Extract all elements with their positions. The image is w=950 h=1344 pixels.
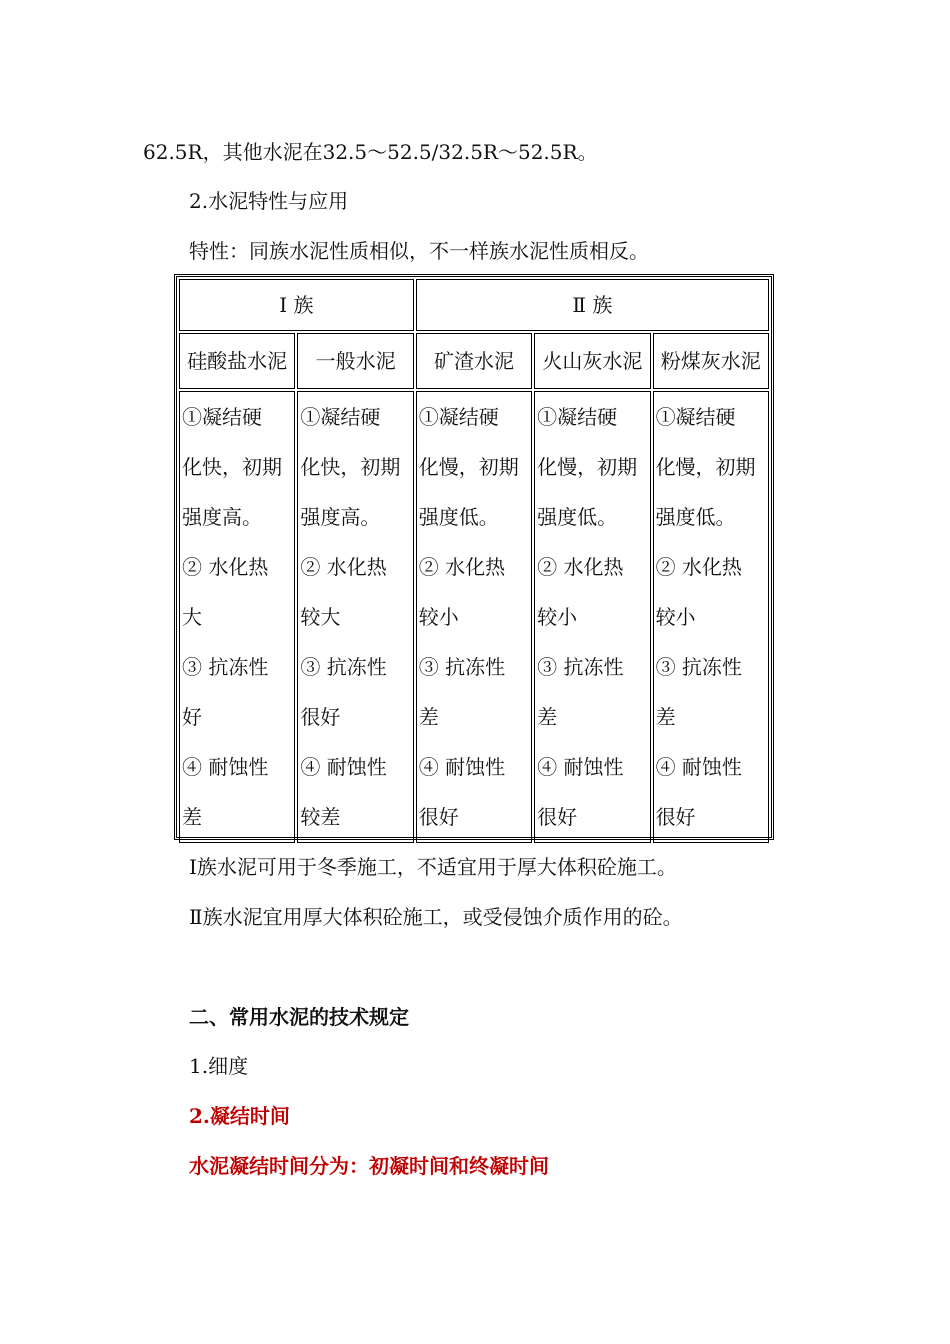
cell-line: 差: [182, 805, 202, 829]
cell-line: 化慢，初期: [537, 455, 638, 479]
table-cell: [179, 391, 295, 843]
cell-line: ④ 耐蚀性: [418, 755, 506, 779]
cell-line: ①凝结硬: [300, 405, 381, 429]
cell-line: 强度低。: [418, 505, 499, 529]
cell-line: ③ 抗冻性: [655, 655, 742, 679]
cell-line: 较小: [537, 605, 578, 629]
column-header: 矿渣水泥: [416, 333, 532, 389]
cell-line: 较差: [300, 805, 341, 829]
cell-line: 较小: [418, 605, 459, 629]
heading-cement-properties: 2.水泥特性与应用: [189, 189, 349, 213]
cell-line: 强度高。: [182, 505, 262, 529]
cell-line: 化慢，初期: [418, 455, 519, 479]
cell-line: ② 水化热: [300, 555, 387, 579]
cell-line: ①凝结硬: [537, 405, 618, 429]
note-group-1: Ⅰ族水泥可用于冬季施工，不适宜用于厚大体积砼施工。: [189, 855, 677, 879]
cement-family-table: [174, 274, 774, 840]
cell-line: 大: [182, 605, 202, 629]
cell-line: ①凝结硬: [655, 405, 736, 429]
cell-line: ② 水化热: [182, 555, 269, 579]
item-fineness: 1.细度: [189, 1054, 249, 1078]
cell-line: 很好: [300, 705, 341, 729]
table-cell: [534, 391, 650, 843]
item-setting-time: 2.凝结时间: [189, 1104, 290, 1128]
cell-line: 强度高。: [300, 505, 381, 529]
text-line-grade: 62.5R，其他水泥在32.5～52.5/32.5R～52.5R。: [143, 140, 598, 164]
cell-line: ④ 耐蚀性: [300, 755, 387, 779]
section-title: 二、常用水泥的技术规定: [189, 1005, 409, 1029]
cell-line: 较大: [300, 605, 341, 629]
cell-line: 较小: [655, 605, 696, 629]
cell-line: ④ 耐蚀性: [182, 755, 269, 779]
item-setting-time-desc: 水泥凝结时间分为：初凝时间和终凝时间: [189, 1154, 549, 1178]
cell-line: 差: [537, 705, 558, 729]
cell-line: 强度低。: [655, 505, 736, 529]
column-header: 火山灰水泥: [534, 333, 650, 389]
cell-line: ③ 抗冻性: [537, 655, 624, 679]
cell-line: 好: [182, 705, 202, 729]
cell-line: ①凝结硬: [182, 405, 262, 429]
cell-line: ③ 抗冻性: [300, 655, 387, 679]
table-cell: [653, 391, 769, 843]
text-line-property: 特性：同族水泥性质相似，不一样族水泥性质相反。: [189, 239, 649, 263]
cell-line: ② 水化热: [418, 555, 506, 579]
cell-line: 化慢，初期: [655, 455, 756, 479]
cell-line: ④ 耐蚀性: [655, 755, 742, 779]
table-cell: [297, 391, 413, 843]
column-header: 一般水泥: [297, 333, 413, 389]
group-2-header: Ⅱ 族: [416, 279, 769, 331]
cell-line: ② 水化热: [655, 555, 742, 579]
cell-line: 差: [655, 705, 676, 729]
column-header: 粉煤灰水泥: [653, 333, 769, 389]
cell-line: ①凝结硬: [418, 405, 499, 429]
cell-line: ② 水化热: [537, 555, 624, 579]
cell-line: ③ 抗冻性: [182, 655, 269, 679]
cell-line: 化快，初期: [300, 455, 401, 479]
cell-line: 很好: [655, 805, 696, 829]
cell-line: 差: [418, 705, 439, 729]
cell-line: ③ 抗冻性: [418, 655, 506, 679]
cell-line: 很好: [537, 805, 578, 829]
cell-line: 化快，初期: [182, 455, 282, 479]
cell-line: 很好: [418, 805, 459, 829]
column-header: 硅酸盐水泥: [179, 333, 295, 389]
cell-line: 强度低。: [537, 505, 618, 529]
table-cell: [416, 391, 532, 843]
group-1-header: Ⅰ 族: [179, 279, 414, 331]
note-group-2: Ⅱ族水泥宜用厚大体积砼施工，或受侵蚀介质作用的砼。: [189, 905, 683, 929]
cell-line: ④ 耐蚀性: [537, 755, 624, 779]
